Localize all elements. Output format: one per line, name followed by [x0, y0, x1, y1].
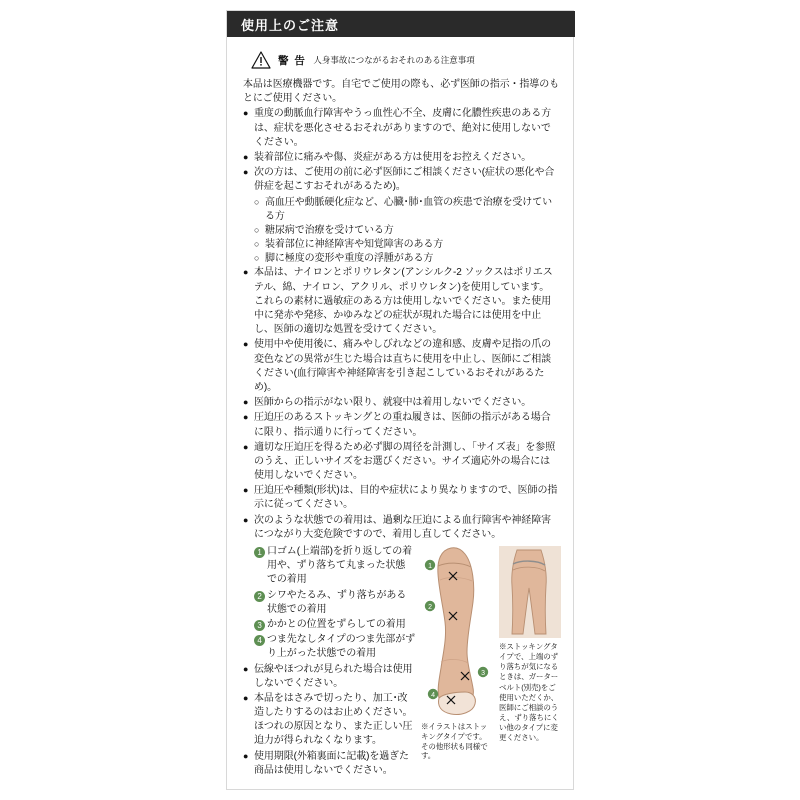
- number-badge: 1: [254, 547, 265, 558]
- leg-figure: [421, 544, 493, 779]
- bullet-item: ● 圧迫圧のあるストッキングとの重ね履きは、医師の指示がある場合に限り、指示通りに行ってください。: [243, 411, 559, 439]
- illustration-section: [243, 544, 559, 779]
- numbered-item: [243, 633, 415, 661]
- warning-label: 警 告: [278, 54, 307, 67]
- numbered-list: [243, 545, 415, 662]
- leg-figure-caption: ※イラストはストッキングタイプです。その他形状も同様です。: [421, 722, 488, 761]
- numbered-and-tail-text: [243, 544, 415, 779]
- number-badge: 4: [254, 635, 265, 646]
- bullet-item: ● 適切な圧迫圧を得るため必ず脚の周径を計測し、「サイズ表」を参照のうえ、正しいサイズをお選びください。サイズ適応外の場合には使用しないでください。: [243, 441, 559, 484]
- bullet-item: ● 本品は、ナイロンとポリウレタン(アンシルク-2 ソックスはポリエステル、綿、ナイロン、アクリル、ポリウレタン)を使用しています。これらの素材に過敏症のある方は使用しないでください。また使用中に発赤や発疹、かゆみなどの症状が現れた場合には使用を中止し、医師の適切な処置を受けてください。: [243, 266, 559, 337]
- bullet-item: ● 装着部位に痛みや傷、炎症がある方は使用をお控えください。: [243, 151, 559, 165]
- stocking-hip-illustration: [499, 546, 561, 638]
- svg-text:4: 4: [431, 692, 435, 699]
- page-title-text: 使用上のご注意: [241, 17, 340, 33]
- warning-triangle-icon: [251, 51, 271, 69]
- number-badge: 3: [254, 620, 265, 631]
- numbered-item-text: 口ゴム(上端部)を折り返しての着用や、ずり落ちて丸まった状態での着用: [267, 546, 413, 586]
- numbered-item: [243, 545, 415, 588]
- bullet-item: ● 使用期限(外箱裏面に記載)を過ぎた商品は使用しないでください。: [243, 750, 415, 778]
- compression-stocking-leg-illustration: [421, 544, 493, 720]
- svg-text:3: 3: [481, 670, 485, 677]
- number-badge: 2: [254, 591, 265, 602]
- bullet-item: ● 本品をはさみで切ったり、加工･改造したりするのはお止めください。ほつれの原因となり、また正しい圧迫力が得られなくなります。: [243, 692, 415, 749]
- numbered-item: [243, 589, 415, 617]
- numbered-item: [243, 618, 415, 632]
- instruction-sheet: [226, 10, 574, 790]
- bullet-item: ● 圧迫圧や種類(形状)は、目的や症状により異なりますので、医師の指示に従ってください。: [243, 484, 559, 512]
- sub-condition-item: ○ 高血圧や動脈硬化症など、心臓･肺･血管の疾患で治療を受けている方: [243, 196, 559, 224]
- bullet-item: ● 重度の動脈血行障害やうっ血性心不全、皮膚に化膿性疾患のある方は、症状を悪化させるおそれがありますので、絶対に使用しないでください。: [243, 107, 559, 150]
- warning-text: 人身事故につながるおそれのある注意事項: [313, 55, 475, 65]
- notice-body: [243, 78, 559, 779]
- numbered-item-text: かかとの位置をずらしての着用: [267, 618, 406, 630]
- bullet-item: ● 次の方は、ご使用の前に必ず医師にご相談ください(症状の悪化や合併症を起こすおそれがあるため)。: [243, 166, 559, 194]
- warning-banner: [251, 51, 559, 69]
- bullet-item: ● 使用中や使用後に、痛みやしびれなどの違和感、皮膚や足指の爪の変色などの異常が生じた場合は直ちに使用を中止し、医師にご相談ください(血行障害や神経障害を引き起こしているおそれがあるため)。: [243, 338, 559, 395]
- page-title: [227, 11, 575, 37]
- hip-figure: [499, 544, 561, 779]
- svg-text:2: 2: [428, 604, 432, 611]
- bullet-item: ● 医師からの指示がない限り、就寝中は着用しないでください。: [243, 396, 559, 410]
- sub-condition-item: ○ 脚に極度の変形や重度の浮腫がある方: [243, 252, 559, 266]
- sub-condition-item: ○ 糖尿病で治療を受けている方: [243, 224, 559, 238]
- content-area: [227, 37, 575, 791]
- bullet-item: ● 次のような状態での着用は、過剰な圧迫による血行障害や神経障害につながり大変危険ですので、着用し直してください。: [243, 514, 559, 542]
- numbered-item-text: シワやたるみ、ずり落ちがある状態での着用: [267, 589, 407, 615]
- sub-condition-item: ○ 装着部位に神経障害や知覚障害のある方: [243, 238, 559, 252]
- hip-figure-note: ※ストッキングタイプで、上端のずり落ちが気になるときは、ガーターベルト(別売)をご使用いただくか、医師にご相談のうえ、ずり落ちにくい他のタイプに変更ください。: [499, 642, 559, 743]
- intro-paragraph: 本品は医療機器です。自宅でご使用の際も、必ず医師の指示・指導のもとにご使用ください。: [243, 79, 559, 105]
- bullet-item: ● 伝線やほつれが見られた場合は使用しないでください。: [243, 663, 415, 691]
- svg-text:1: 1: [428, 563, 432, 570]
- numbered-item-text: つま先なしタイプのつま先部がずり上がった状態での着用: [267, 634, 415, 660]
